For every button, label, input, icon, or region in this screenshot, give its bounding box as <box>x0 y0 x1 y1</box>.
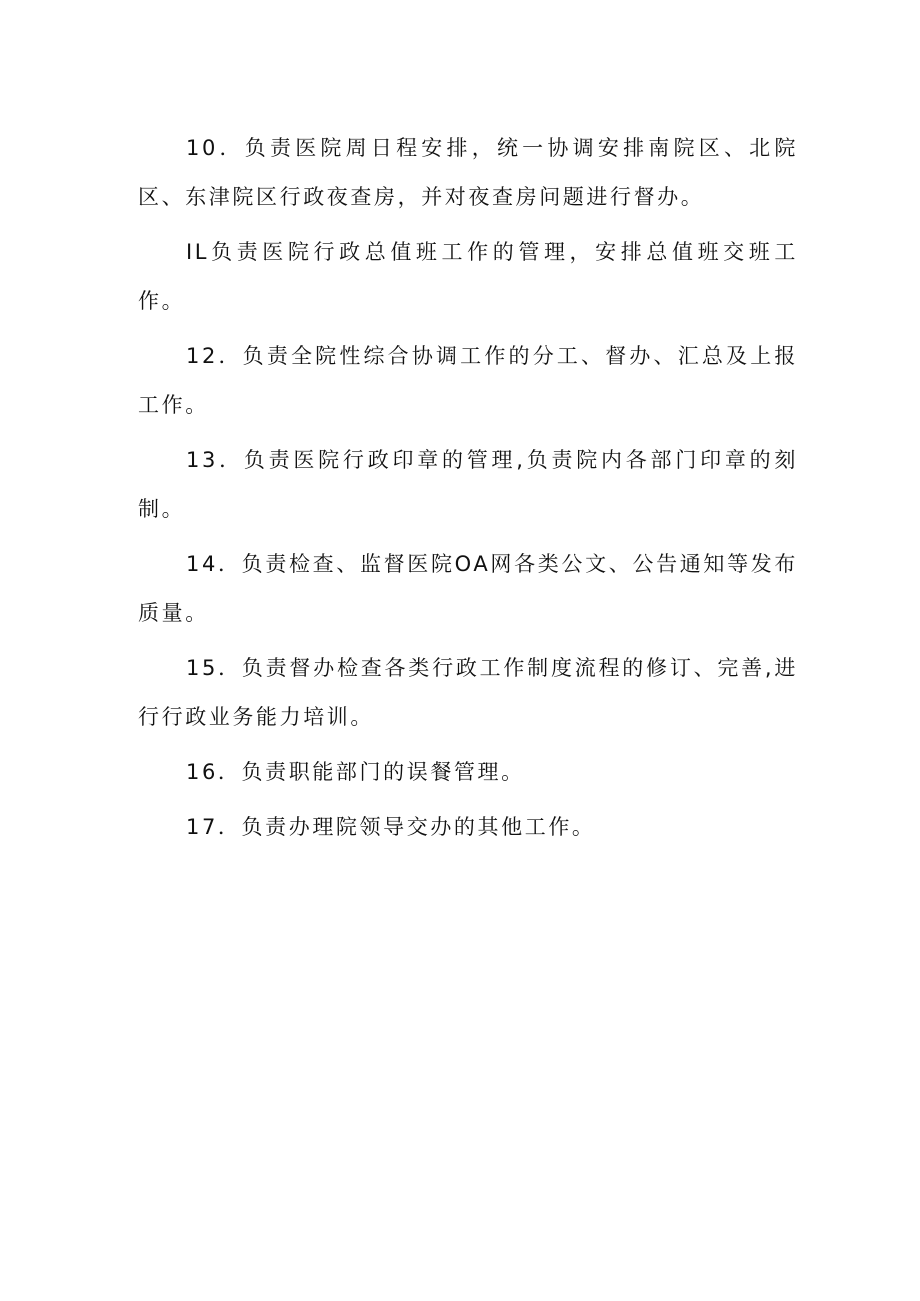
duty-item-15: 15．负责督办检查各类行政工作制度流程的修订、完善,进行行政业务能力培训。 <box>138 656 798 729</box>
duty-item-10: 10．负责医院周日程安排，统一协调安排南院区、北院区、东津院区行政夜查房，并对夜查房问题进行督办。 <box>138 136 798 209</box>
duty-item-16: 16．负责职能部门的误餐管理。 <box>186 760 525 784</box>
duty-item-17: 17．负责办理院领导交办的其他工作。 <box>186 815 596 839</box>
duty-item-13: 13．负责医院行政印章的管理,负责院内各部门印章的刻制。 <box>138 448 798 521</box>
duty-item-11: IL负责医院行政总值班工作的管理，安排总值班交班工作。 <box>138 240 798 313</box>
duty-item-12: 12．负责全院性综合协调工作的分工、督办、汇总及上报工作。 <box>138 344 798 417</box>
document-body <box>138 124 798 858</box>
duty-item-14: 14．负责检查、监督医院OA网各类公文、公告通知等发布质量。 <box>138 552 798 625</box>
